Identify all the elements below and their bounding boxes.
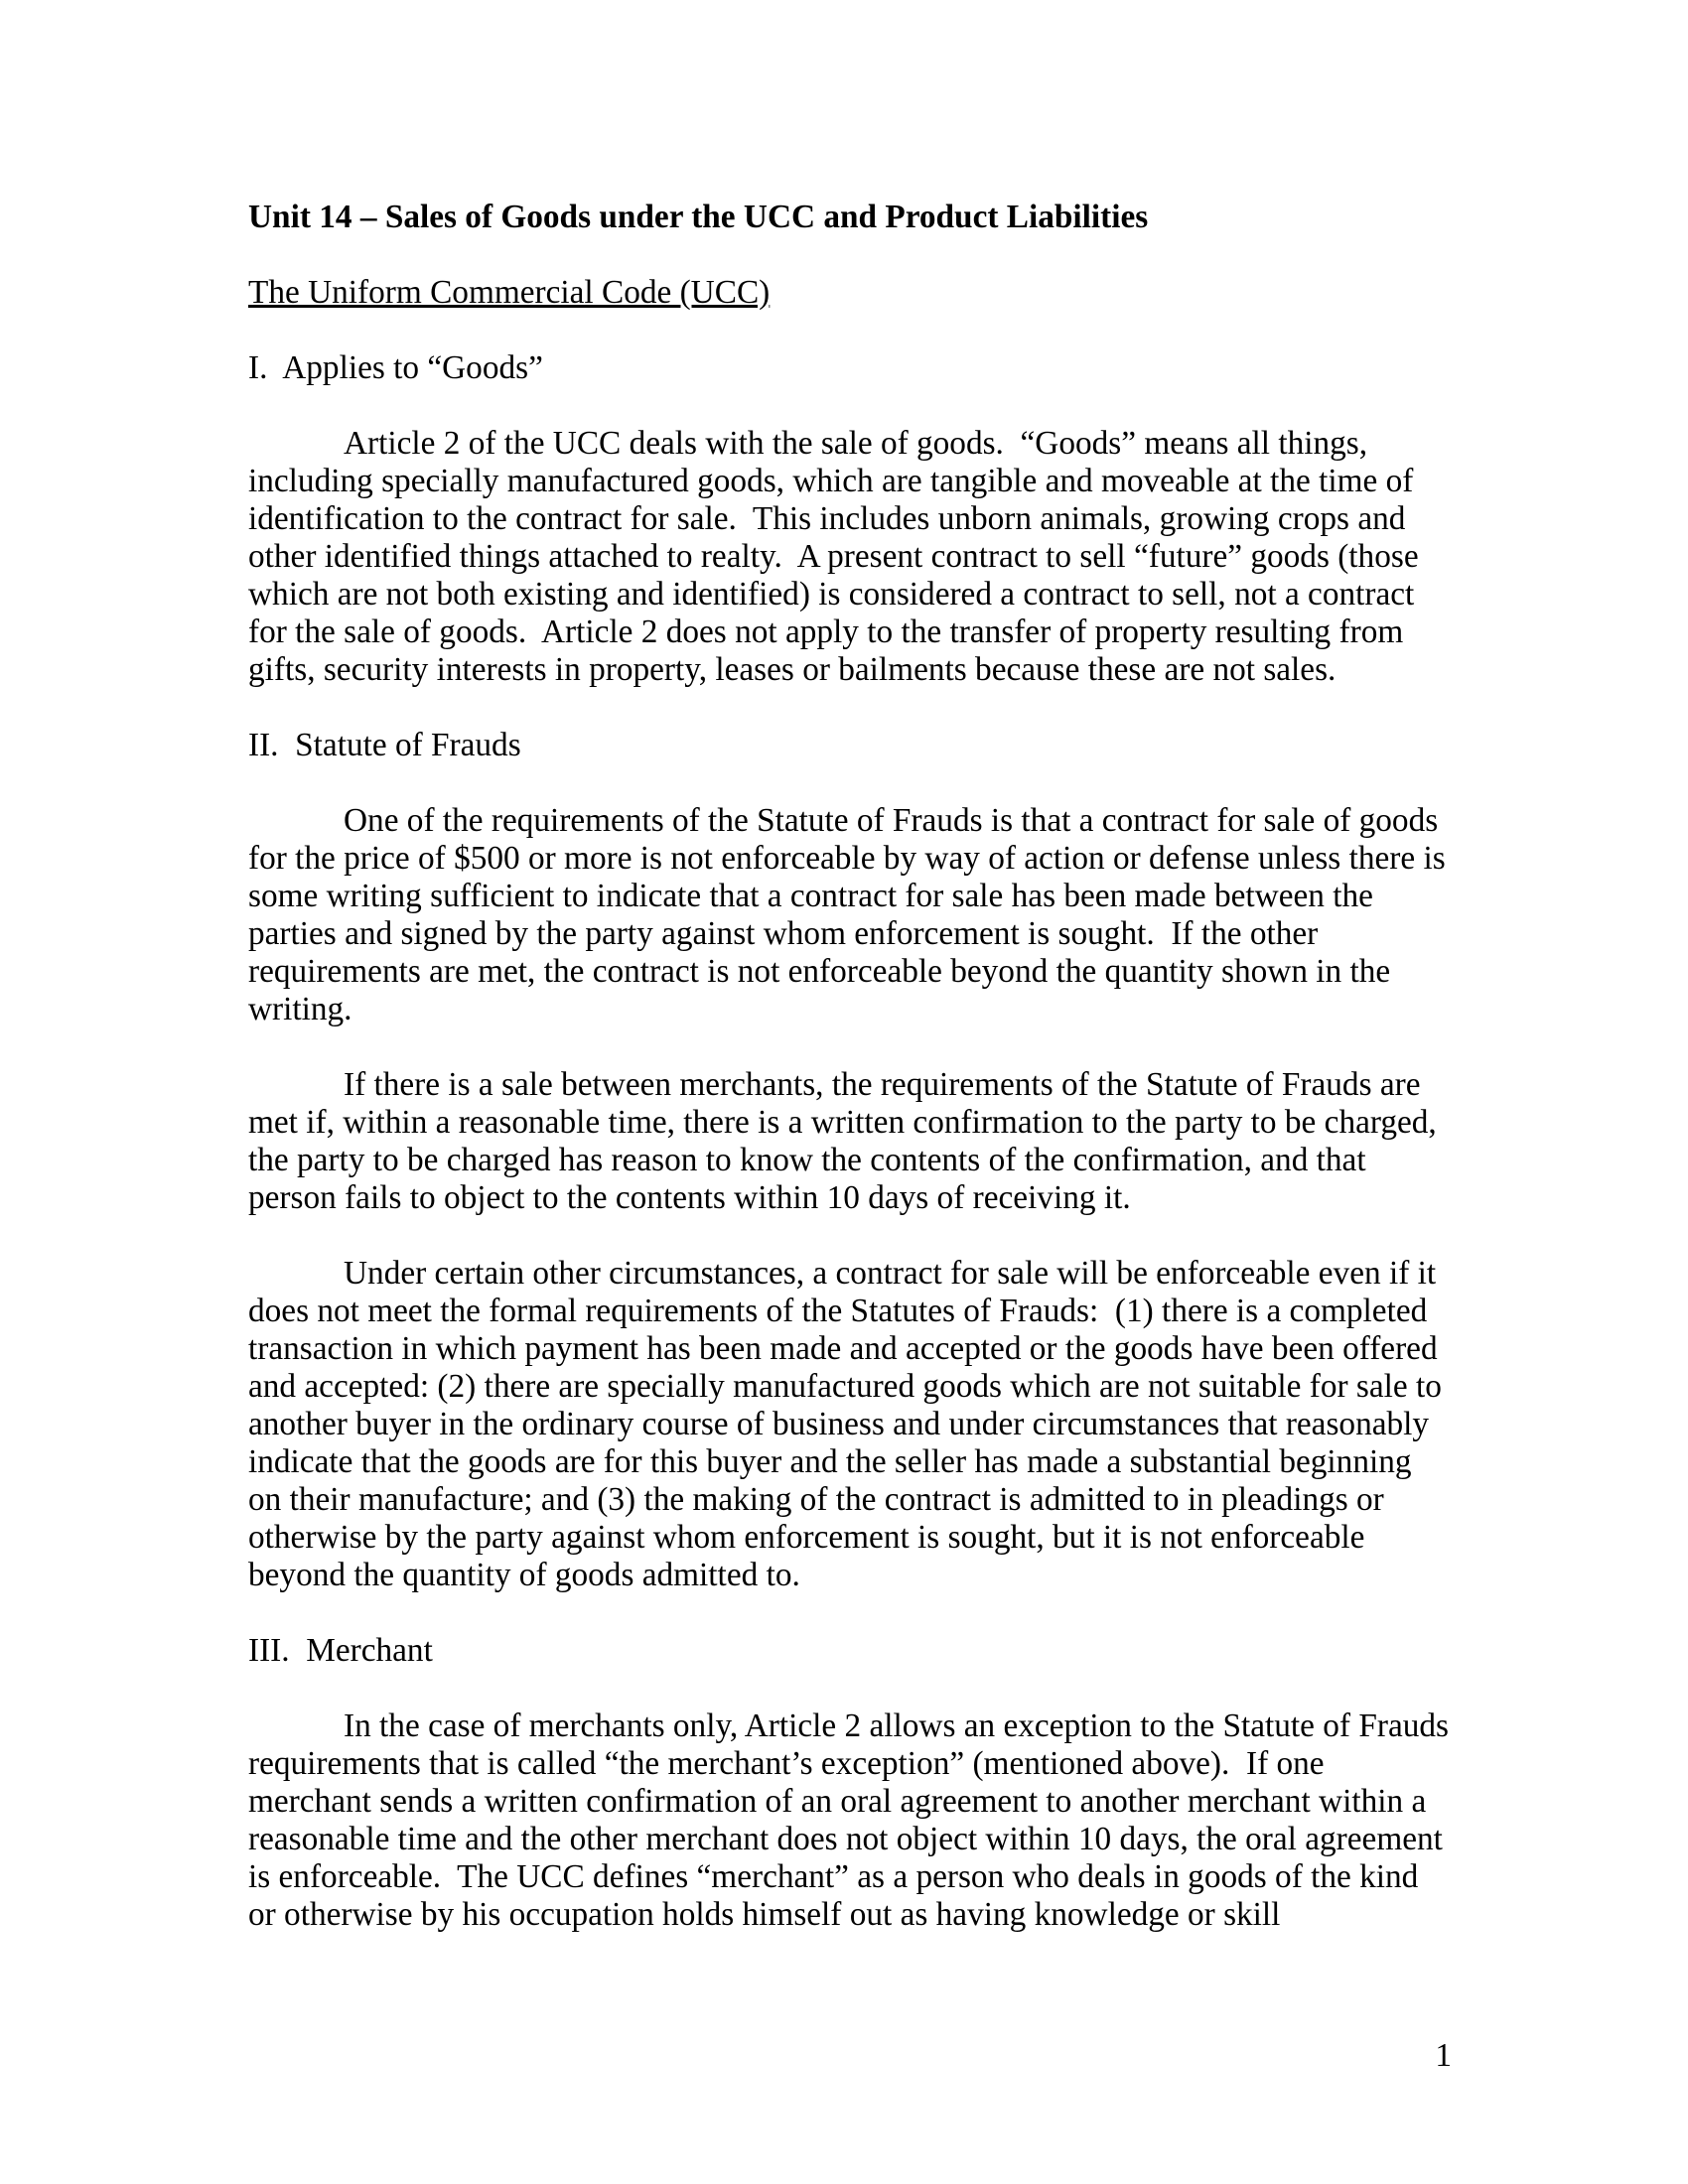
paragraph-statute-requirements: One of the requirements of the Statute of Frauds is that a contract for sale of goods for the price of $500 or more is not enforceable by way of action or defense unless there is some writing sufficient to indicate that a contract for sale has been made between the parties and signed by the party against whom enforcement is sought. If the other requirements are met, the contract is not enforceable beyond the quantity shown in the writing. xyxy=(248,802,1454,1027)
document-subtitle: The Uniform Commercial Code (UCC) xyxy=(248,274,771,311)
paragraph-other-circumstances: Under certain other circumstances, a contract for sale will be enforceable even if it does not meet the formal requirements of the Statutes of Frauds: (1) there is a completed transaction in which payment has been made and accepted or the goods have been offered and accepted: (2) there are specially manufactured goods which are not suitable for sale to another buyer in the ordinary course of business and under circumstances that reasonably indicate that the goods are for this buyer and the seller has made a substantial beginning on their manufacture; and (3) the making of the contract is admitted to in pleadings or otherwise by the party against whom enforcement is sought, but it is not enforceable beyond the quantity of goods admitted to. xyxy=(248,1255,1451,1593)
paragraph-sale-between-merchants: If there is a sale between merchants, the requirements of the Statute of Frauds are met if, within a reasonable time, there is a written confirmation to the party to be charged, the party to be charged has reason to know the contents of the confirmation, and that person fails to object to the contents within 10 days of receiving it. xyxy=(248,1066,1446,1216)
paragraph-merchant-exception: In the case of merchants only, Article 2 allows an exception to the Statute of Frauds requirements that is called “the merchant’s exception” (mentioned above). If one merchant sends a written confirmation of an oral agreement to another merchant within a reasonable time and the other merchant does not object within 10 days, the oral agreement is enforceable. The UCC defines “merchant” as a person who deals in goods of the kind or otherwise by his occupation holds himself out as having knowledge or skill xyxy=(248,1707,1458,1933)
document-title: Unit 14 – Sales of Goods under the UCC and Product Liabilities xyxy=(248,199,1149,235)
section-heading-applies-to-goods: I. Applies to “Goods” xyxy=(248,349,543,386)
paragraph-goods-definition: Article 2 of the UCC deals with the sale of goods. “Goods” means all things, including specially manufactured goods, which are tangible and moveable at the time of identification to the contract for sale. This includes unborn animals, growing crops and other identified things attached to realty. A present contract to sell “future” goods (those which are not both existing and identified) is considered a contract to sell, not a contract for the sale of goods. Article 2 does not apply to the transfer of property resulting from gifts, security interests in property, leases or bailments because these are not sales. xyxy=(248,425,1427,688)
page-number: 1 xyxy=(1435,2037,1452,2074)
document-page-content xyxy=(248,199,1458,1972)
section-heading-statute-of-frauds: II. Statute of Frauds xyxy=(248,727,521,763)
section-heading-merchant: III. Merchant xyxy=(248,1632,433,1669)
